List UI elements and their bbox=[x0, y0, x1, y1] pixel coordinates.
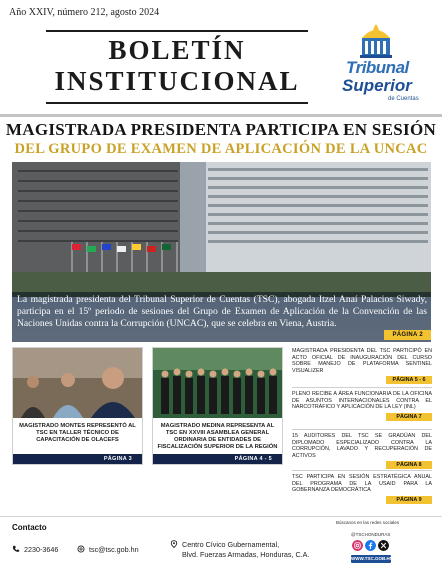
title-line-2: INSTITUCIONAL bbox=[54, 66, 300, 96]
website-link[interactable]: WWW.TSC.GOB.HN bbox=[351, 556, 393, 561]
news-card[interactable] bbox=[12, 347, 143, 465]
hero-page-tag[interactable]: PÁGINA 2 bbox=[384, 330, 431, 340]
logo-word-superior: Superior bbox=[342, 76, 412, 95]
side-page-tag[interactable]: PÁGINA 7 bbox=[386, 413, 432, 421]
address-line-1: Centro Cívico Gubernamental, bbox=[182, 540, 280, 549]
contact-email[interactable] bbox=[77, 545, 139, 554]
newsletter-title bbox=[46, 30, 308, 104]
facebook-icon[interactable] bbox=[365, 540, 376, 551]
list-item[interactable] bbox=[292, 474, 432, 504]
logo-word-tribunal: Tribunal bbox=[346, 58, 409, 77]
side-news-text: PLENO RECIBE A ÁREA FUNCIONARIA DE LA OFICINA DE ASUNTOS INTERNACIONALES CONTRA EL NARCOTRÁFICO Y APLICACIÓN DE LA LEY (INL) bbox=[292, 391, 432, 411]
divider bbox=[292, 470, 432, 471]
issue-info: Año XXIV, número 212, agosto 2024 bbox=[9, 7, 160, 18]
card-page-tag[interactable]: PÁGINA 3 bbox=[13, 454, 142, 464]
contact-address bbox=[170, 540, 309, 559]
title-bottom-rule bbox=[46, 102, 308, 104]
contact-title: Contacto bbox=[12, 523, 47, 532]
social-handle: @TSCHONDURAS bbox=[351, 532, 391, 537]
list-item[interactable] bbox=[292, 433, 432, 469]
divider bbox=[292, 387, 432, 388]
card-page-tag[interactable]: PÁGINA 4 - 5 bbox=[153, 454, 282, 464]
email-icon bbox=[77, 545, 85, 553]
side-news-text: 15 AUDITORES DEL TSC SE GRADÚAN DEL DIPLOMADO ESPECIALIZADO CONTRA LA CORRUPCIÓN, LAVADO Y RECUPERACIÓN DE ACTIVOS bbox=[292, 433, 432, 459]
contact-phone[interactable] bbox=[12, 545, 58, 554]
main-subheadline: DEL GRUPO DE EXAMEN DE APLICACIÓN DE LA UNCAC bbox=[14, 141, 428, 157]
footer-divider bbox=[0, 516, 442, 517]
address-line-2: Blvd. Fuerzas Armadas, Honduras, C.A. bbox=[182, 550, 310, 559]
logo-word-cuentas: de Cuentas bbox=[388, 96, 419, 102]
list-item[interactable] bbox=[292, 391, 432, 421]
instagram-icon[interactable] bbox=[352, 540, 363, 551]
main-headline[interactable]: MAGISTRADA PRESIDENTA PARTICIPA EN SESIÓN bbox=[5, 120, 437, 139]
x-icon[interactable] bbox=[378, 540, 389, 551]
card-title: MAGISTRADO MEDINA REPRESENTA AL TSC EN XXVIII ASAMBLEA GENERAL ORDINARIA DE ENTIDADES DE FISCALIZACIÓN SUPERIOR DE LA REGIÓN bbox=[157, 423, 278, 450]
hero-caption-text: La magistrada presidenta del Tribunal Superior de Cuentas (TSC), abogada Itzel Anaí Palacios Siwady, participa en el 15º periodo de sesiones del Grupo de Examen de Aplicación de la Convención de las Naciones Unidas contra la Corrupción (UNCAC), que se celebra en Viena, Austria. bbox=[17, 294, 427, 330]
social-label: Búscanos en las redes sociales bbox=[336, 520, 400, 525]
tsc-logo[interactable] bbox=[332, 22, 428, 106]
divider bbox=[292, 429, 432, 430]
location-icon bbox=[170, 540, 178, 548]
phone-icon bbox=[12, 545, 20, 553]
side-news-list bbox=[292, 345, 432, 513]
side-page-tag[interactable]: PÁGINA 5 - 6 bbox=[386, 376, 432, 384]
newsletter-header bbox=[0, 0, 442, 113]
news-card[interactable] bbox=[152, 347, 283, 465]
side-page-tag[interactable]: PÁGINA 8 bbox=[386, 461, 432, 469]
header-divider bbox=[0, 114, 442, 117]
phone-number: 2230-3646 bbox=[24, 545, 59, 554]
title-top-rule bbox=[46, 30, 308, 32]
title-line-1: BOLETÍN bbox=[108, 35, 246, 65]
card-photo bbox=[153, 348, 282, 418]
building-icon bbox=[332, 22, 428, 62]
side-page-tag[interactable]: PÁGINA 9 bbox=[386, 496, 432, 504]
card-photo bbox=[13, 348, 142, 418]
card-title: MAGISTRADO MONTES REPRESENTÓ AL TSC EN TALLER TÉCNICO DE CAPACITACIÓN DE OLACEFS bbox=[19, 423, 136, 443]
list-item[interactable] bbox=[292, 348, 432, 384]
side-news-text: MAGISTRADA PRESIDENTA DEL TSC PARTICIPÓ EN ACTO OFICIAL DE INAUGURACIÓN DEL CURSO SOBRE MANEJO DE PLATAFORMA SENTINEL VISUALIZER bbox=[292, 348, 432, 374]
side-news-text: TSC PARTICIPA EN SESIÓN ESTRATÉGICA ANUAL DEL PROGRAMA DE LA USAID PARA LA GOBERNANZA DEMOCRÁTICA bbox=[292, 474, 432, 494]
email-address: tsc@tsc.gob.hn bbox=[89, 545, 139, 554]
